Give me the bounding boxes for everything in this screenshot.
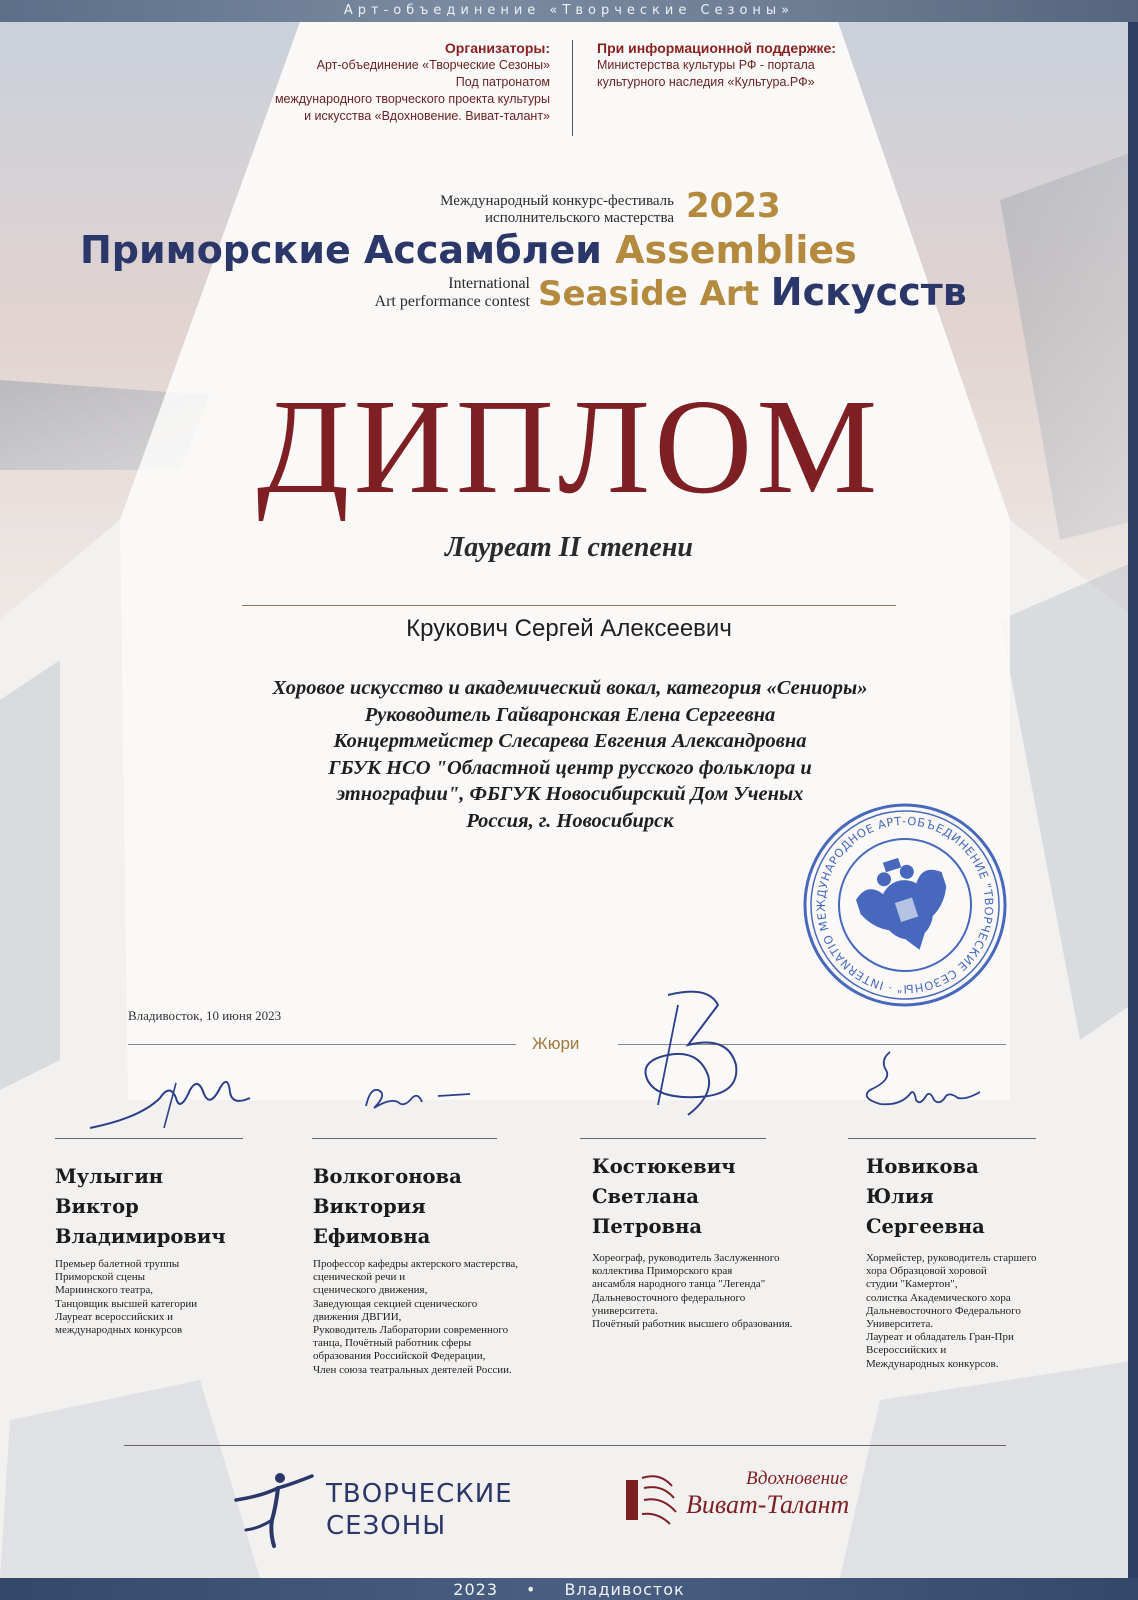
festival-title-row2	[538, 270, 967, 314]
signature-line	[312, 1138, 497, 1139]
header-divider	[572, 40, 573, 136]
jury-member-description-2: Профессор кафедры актерского мастерства, сценической речи и сценического движения, Заведующая секцией сценического движения ДВГИИ, Руководитель Лаборатории современного танца, Почётный работник сферы образования Российской Федерации, Член союза театральных деятелей России.	[313, 1258, 519, 1376]
festival-title-ru-part1: Приморские Ассамблеи	[80, 228, 602, 272]
vivat-talent-logo-text: Вдохновение Виват-Талант	[686, 1468, 850, 1519]
festival-title-ru-part2: Искусств	[770, 270, 967, 314]
support-line: культурного наследия «Культура.РФ»	[597, 75, 815, 89]
signature-line	[848, 1138, 1036, 1139]
creative-seasons-logo-text: ТВОРЧЕСКИЕ СЕЗОНЫ	[326, 1479, 513, 1541]
jury-member-description-1: Премьер балетной труппы Приморской сцены Мариинского театра, Танцовщик высшей категории Лауреат всероссийских и международных конкурсов	[55, 1258, 198, 1337]
signature-line	[55, 1138, 243, 1139]
award-level: Лауреат II степени	[445, 532, 693, 563]
vivat-talent-emblem-icon	[620, 1468, 686, 1532]
bottom-city: Владивосток	[564, 1580, 685, 1599]
detail-line: ГБУК НСО "Областной центр русского фольклора и	[328, 756, 812, 779]
jury-member-name-4: Новикова Юлия Сергеевна	[866, 1155, 985, 1238]
detail-line: Россия, г. Новосибирск	[466, 809, 674, 832]
organizer-line: и искусства «Вдохновение. Виват-талант»	[304, 109, 550, 123]
detail-line: Руководитель Гайваронская Елена Сергеевна	[364, 703, 776, 726]
organizer-line: международного творческого проекта культуры	[274, 92, 550, 106]
signature-line	[580, 1138, 766, 1139]
festival-title-en-part2: Seaside Art	[538, 274, 759, 314]
festival-subtitle-en-line: Art performance contest	[374, 293, 530, 310]
jury-member-name-2: Волкогонова Виктория Ефимовна	[313, 1165, 462, 1248]
svg-text:МЕЖДУНАРОДНОЕ АРТ-ОБЪЕДИНЕНИЕ: МЕЖДУНАРОДНОЕ АРТ-ОБЪЕДИНЕНИЕ "ТВОРЧЕСКИЕ СЕЗОНЫ" · INTERNATIONAL	[813, 813, 997, 997]
bottom-year: 2023	[453, 1580, 498, 1599]
organizer-line: Под патронатом	[455, 75, 550, 89]
jury-signature-4	[850, 1040, 1000, 1130]
festival-subtitle-ru	[270, 193, 674, 227]
festival-year: 2023	[686, 186, 781, 226]
support-line: Министерства культуры РФ - портала	[597, 58, 815, 72]
festival-subtitle-ru-line: Международный конкурс-фестиваль	[440, 193, 674, 209]
jury-member-name-3: Костюкевич Светлана Петровна	[592, 1155, 736, 1238]
award-divider	[242, 605, 896, 606]
jury-signature-2	[360, 1028, 480, 1128]
jury-member-description-3: Хореограф, руководитель Заслуженного коллектива Приморского края ансамбля народного танца "Легенда" Дальневосточного федерального университета. Почётный работник высшего образования.	[592, 1252, 793, 1331]
support-block	[597, 40, 917, 91]
jury-label: Жюри	[532, 1034, 580, 1053]
dancer-logo-icon	[232, 1470, 322, 1550]
jury-member-description-4: Хормейстер, руководитель старшего хора Образцовой хоровой студии "Камертон", солистка Академического хора Дальневосточного Федерального Университета. Лауреат и обладатель Гран-При Всероссийских и Международных конкурсов.	[866, 1252, 1037, 1370]
organizer-line: Арт-объединение «Творческие Сезоны»	[316, 58, 550, 72]
diploma-title: ДИПЛОМ	[256, 372, 882, 522]
top-banner: Арт-объединение «Творческие Сезоны»	[0, 0, 1138, 22]
footer-divider	[124, 1445, 1006, 1446]
festival-subtitle-en-line: International	[448, 275, 530, 292]
issue-date: Владивосток, 10 июня 2023	[128, 1008, 282, 1023]
bottom-banner	[0, 1578, 1138, 1600]
festival-subtitle-en	[300, 275, 530, 311]
festival-title-en-part1: Assemblies	[615, 228, 857, 272]
organizers-block	[200, 40, 550, 125]
official-seal	[800, 800, 1010, 1010]
detail-line: этнографии", ФБГУК Новосибирский Дом Ученых	[336, 783, 804, 805]
jury-signature-3	[618, 985, 768, 1135]
festival-subtitle-ru-line: исполнительского мастерства	[485, 210, 674, 226]
recipient-name: Крукович Сергей Алексеевич	[406, 615, 732, 642]
detail-line: Концертмейстер Слесарева Евгения Александровна	[333, 730, 807, 752]
organizers-heading: Организаторы:	[444, 40, 550, 56]
jury-signature-1	[80, 1028, 260, 1148]
bottom-separator: •	[526, 1580, 537, 1599]
support-heading: При информационной поддержке:	[597, 40, 836, 56]
festival-title-row1	[80, 228, 857, 272]
detail-line: Хоровое искусство и академический вокал, категория «Сениоры»	[272, 677, 868, 699]
jury-member-name-1: Мулыгин Виктор Владимирович	[55, 1165, 226, 1248]
